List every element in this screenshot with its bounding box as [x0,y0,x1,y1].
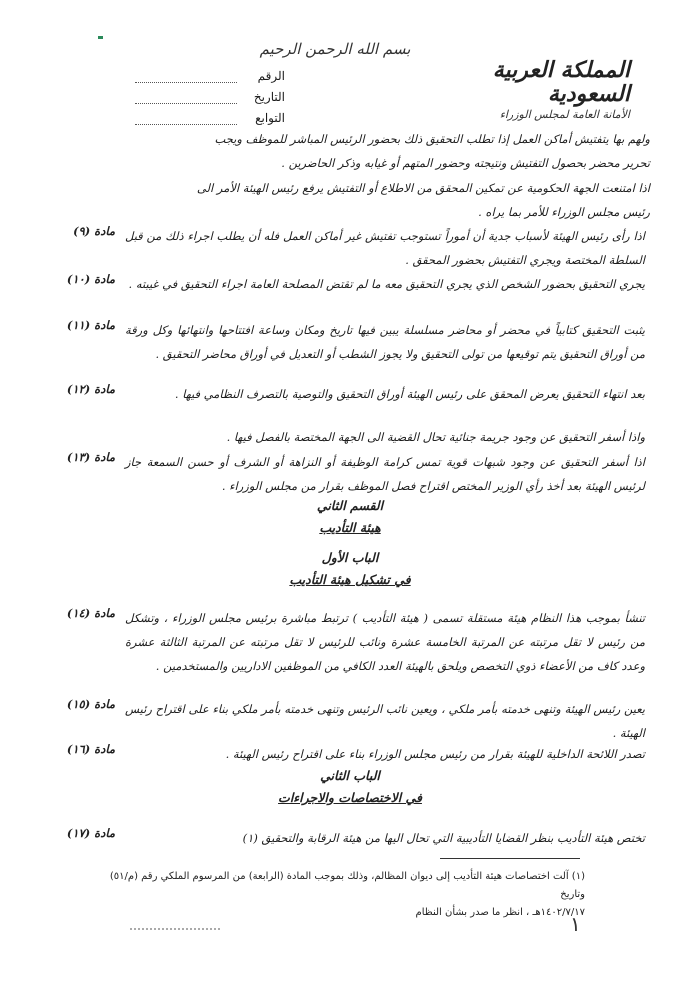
article-text: يجري التحقيق بحضور الشخص الذي يجري التحقيق معه ما لم تقتض المصلحة العامة اجراء التحقيق في غيبته . [128,277,645,291]
field-date [135,83,285,104]
field-label: التوابع [255,111,285,125]
part-heading: القسم الثاني [316,498,384,513]
article-text: تصدر اللائحة الداخلية للهيئة بقرار من رئيس مجلس الوزراء بناء على اقتراح رئيس الهيئة . [225,747,645,761]
article-text: اذا رأى رئيس الهيئة لأسباب جدية أن أموراً تستوجب تفتيش غير أماكن العمل فله أن يطلب اجراء ذلك من قبل السلطة المختصة ويجري التفتيش بحضور المحقق . [125,229,645,267]
field-blank [135,70,237,83]
chapter2-title: في الاختصاصات والاجراءات [278,790,422,805]
footnote-line: ١٤٠٢/٧/١٧هـ ، انظر ما صدر بشأن النظام [415,907,585,918]
letterhead-kingdom: المملكة العربية السعودية [492,57,630,107]
footnote-line: (١) آلت اختصاصات هيئة التأديب إلى ديوان المظالم، وذلك بموجب المادة (الرابعة) من المرسوم الملكي رقم (م/٥١) وتاريخ [109,871,585,900]
article-text: يعين رئيس الهيئة وتنهى خدمته بأمر ملكي ، ويعين نائب الرئيس وتنهى خدمته بأمر ملكي بناء على اقتراح رئيس الهيئة . [125,702,645,740]
letterhead-office: الأمانة العامة لمجلس الوزراء [499,108,630,121]
letterhead [455,58,630,121]
article-text: تنشأ بموجب هذا النظام هيئة مستقلة تسمى ( هيئة التأديب ) ترتبط مباشرة برئيس مجلس الوزراء ، وتشكل من رئيس لا تقل مرتبته عن المرتبة الخامسة عشرة ونائب للرئيس لا تقل مرتبته عن المرتبة الثالثة عشرة وعدد كاف من الأعضاء ذوي التخصص ويلحق بالهيئة العدد الكافي من الموظفين الاداريين والمستخدمين . [125,611,645,673]
scan-artifact [130,928,220,932]
intro-line: اذا امتنعت الجهة الحكومية عن تمكين المحقق من الاطلاع أو التفتيش يرفع رئيس الهيئة الأمر الى [196,181,650,195]
article-text: يثبت التحقيق كتابياً في محضر أو محاضر مسلسلة يبين فيها تاريخ ومكان وساعة افتتاحها وانتهائها وكل ورقة من أوراق التحقيق يتم توقيعها من تولى التحقيق ولا يجوز الشطب أو التعديل في أوراق محاضر التحقيق . [125,323,645,361]
reference-fields [135,62,285,125]
article-number: مادة (١٥) [66,697,115,711]
article-number: مادة (١١) [66,318,115,332]
article-text: بعد انتهاء التحقيق يعرض المحقق على رئيس الهيئة أوراق التحقيق والتوصية بالتصرف النظامي فيها . [174,387,645,401]
basmala: بسم الله الرحمن الرحيم [259,40,411,58]
intro-line: ولهم بها يتفتيش أماكن العمل إذا تطلب التحقيق ذلك بحضور الرئيس المباشر للموظف ويجب [214,132,650,146]
intro-line: رئيس مجلس الوزراء للأمر بما يراه . [478,205,650,219]
article-number: مادة (١٧) [66,826,115,840]
article-text: واذا أسفر التحقيق عن وجود جريمة جنائية تحال القضية الى الجهة المختصة بالفصل فيها . [226,430,645,444]
chapter-title: في تشكيل هيئة التأديب [289,572,411,587]
footnote-rule [440,858,580,859]
scan-speck [98,36,103,39]
field-label: الرقم [257,69,285,83]
field-attachments [135,104,285,125]
article-number: مادة (١٢) [66,382,115,396]
field-number [135,62,285,83]
article-number: مادة (١٣) [66,450,115,464]
article-number: مادة (١٤) [66,606,115,620]
article-text: اذا أسفر التحقيق عن وجود شبهات قوية تمس كرامة الوظيفة أو النزاهة أو الشرف أو حسن السمعة جاز لرئيس الهيئة بعد أخذ رأي الوزير المختص اقتراح فصل الموظف بقرار من مجلس الوزراء . [125,455,645,493]
page-number: ١ [570,912,581,936]
chapter-heading: الباب الأول [321,550,379,565]
article-number: مادة (١٦) [66,742,115,756]
field-blank [135,91,237,104]
chapter2-heading: الباب الثاني [320,768,380,783]
part-title: هيئة التأديب [319,520,381,535]
article-number: مادة (١٠) [66,272,115,286]
field-label: التاريخ [253,90,285,104]
field-blank [135,112,237,125]
intro-line: تحرير محضر بحصول التفتيش ونتيجته وحضور المتهم أو غيابه وذكر الحاضرين . [281,156,650,170]
article-text: تختص هيئة التأديب بنظر القضايا التأديبية التي تحال اليها من هيئة الرقابة والتحقيق (١) [242,831,645,845]
footnote [105,868,585,922]
article-number: مادة (٩) [73,224,115,238]
